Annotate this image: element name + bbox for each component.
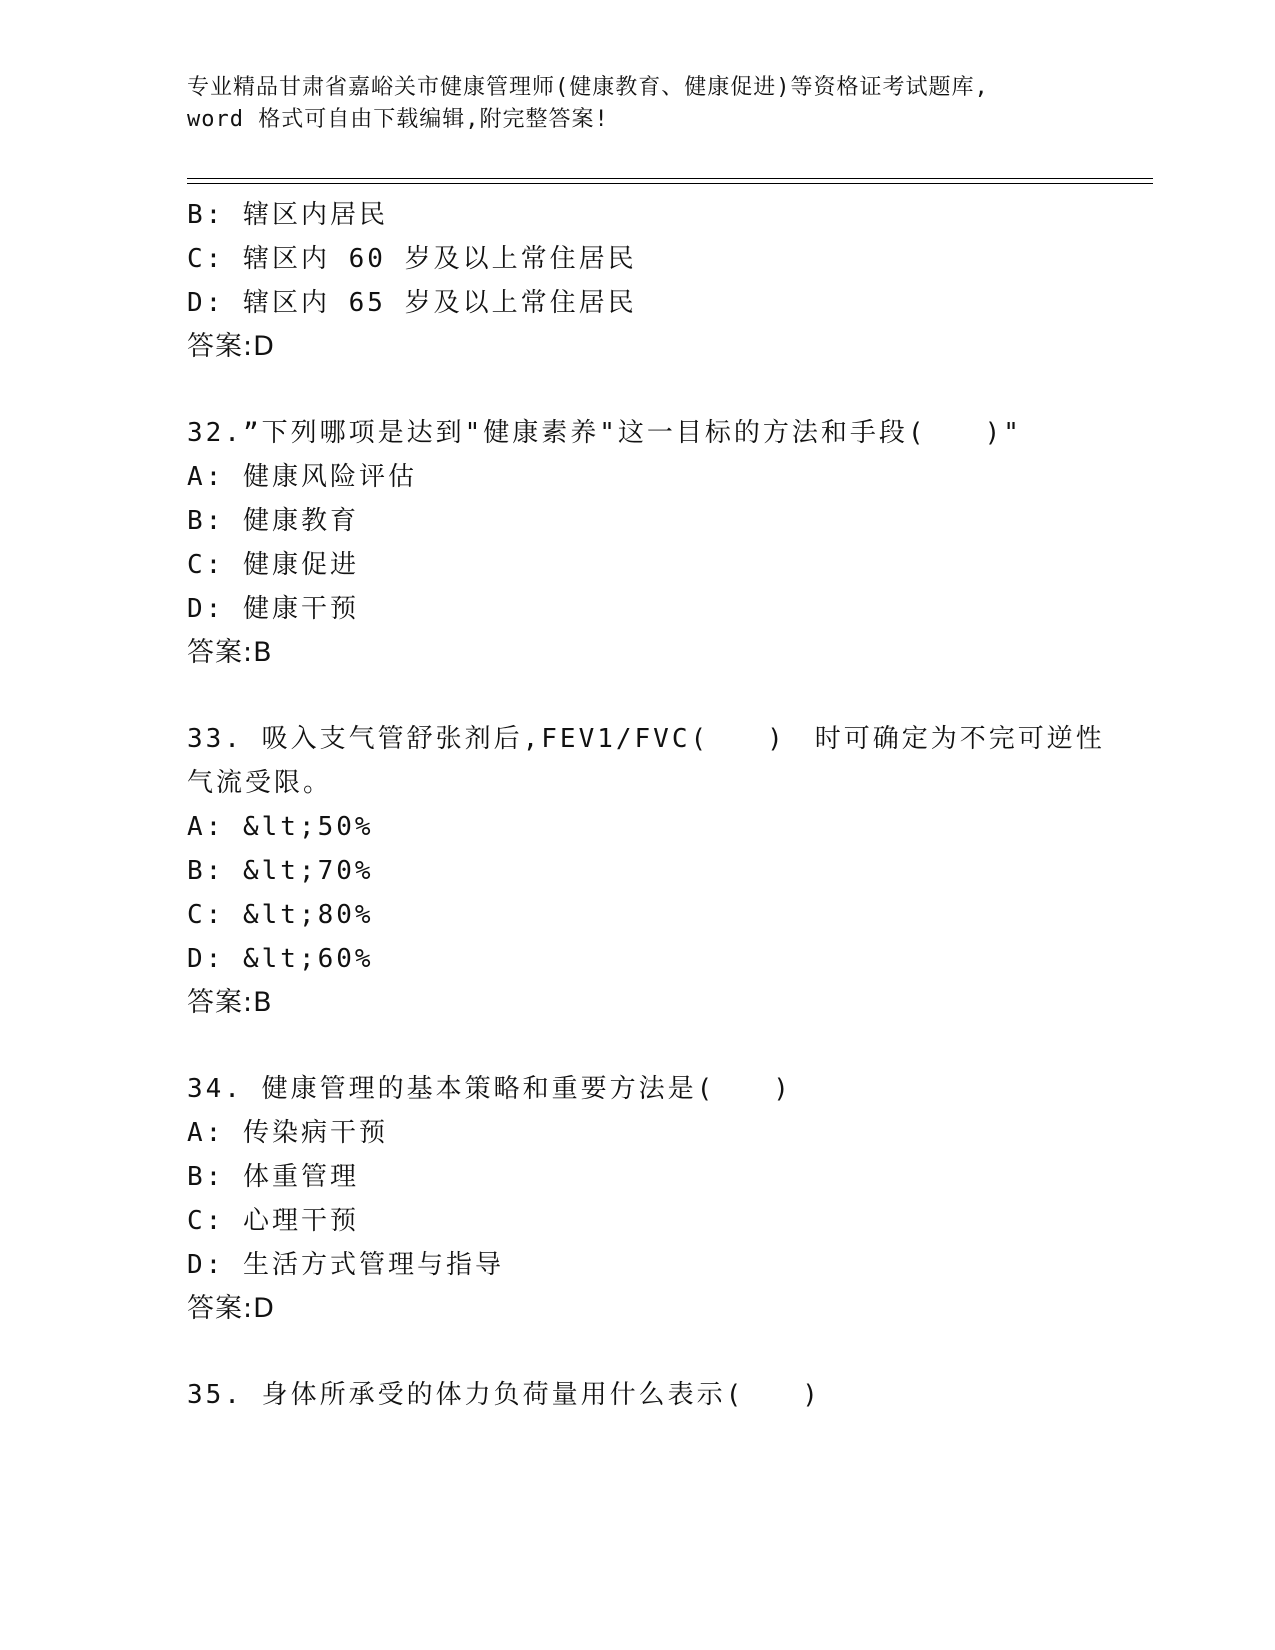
q32-option-c: C: 健康促进 [187,550,359,580]
q33-option-c: C: &lt;80% [187,900,374,930]
q34-option-a: A: 传染病干预 [187,1118,388,1148]
q33-option-d: D: &lt;60% [187,944,374,974]
q31-option-b: B: 辖区内居民 [187,200,388,230]
q34-option-c: C: 心理干预 [187,1206,359,1236]
q31-answer: 答案:D [187,331,275,362]
q33-stem-line-2: 气流受限。 [187,768,333,798]
header-line-1: 专业精品甘肃省嘉峪关市健康管理师(健康教育、健康促进)等资格证考试题库, [187,75,989,100]
q35-stem: 35. 身体所承受的体力负荷量用什么表示( ) [187,1380,821,1410]
q32-stem: 32.”下列哪项是达到"健康素养"这一目标的方法和手段( )" [187,418,1022,448]
q33-option-a: A: &lt;50% [187,812,374,842]
header-rule-top [187,178,1153,179]
q34-option-d: D: 生活方式管理与指导 [187,1250,504,1280]
q32-answer: 答案:B [187,637,273,668]
q34-stem: 34. 健康管理的基本策略和重要方法是( ) [187,1074,792,1104]
q33-stem-line-1: 33. 吸入支气管舒张剂后,FEV1/FVC( ) 时可确定为不完可逆性 [187,724,1105,754]
q32-option-a: A: 健康风险评估 [187,462,417,492]
q32-option-d: D: 健康干预 [187,594,359,624]
q33-answer: 答案:B [187,987,273,1018]
q34-option-b: B: 体重管理 [187,1162,359,1192]
q33-option-b: B: &lt;70% [187,856,374,886]
header-rule-bottom [187,183,1153,184]
q32-option-b: B: 健康教育 [187,506,359,536]
header-line-2: word 格式可自由下载编辑,附完整答案! [187,107,609,132]
q31-option-d: D: 辖区内 65 岁及以上常住居民 [187,288,637,318]
q31-option-c: C: 辖区内 60 岁及以上常住居民 [187,244,637,274]
document-header [187,72,1087,136]
q34-answer: 答案:D [187,1293,275,1324]
